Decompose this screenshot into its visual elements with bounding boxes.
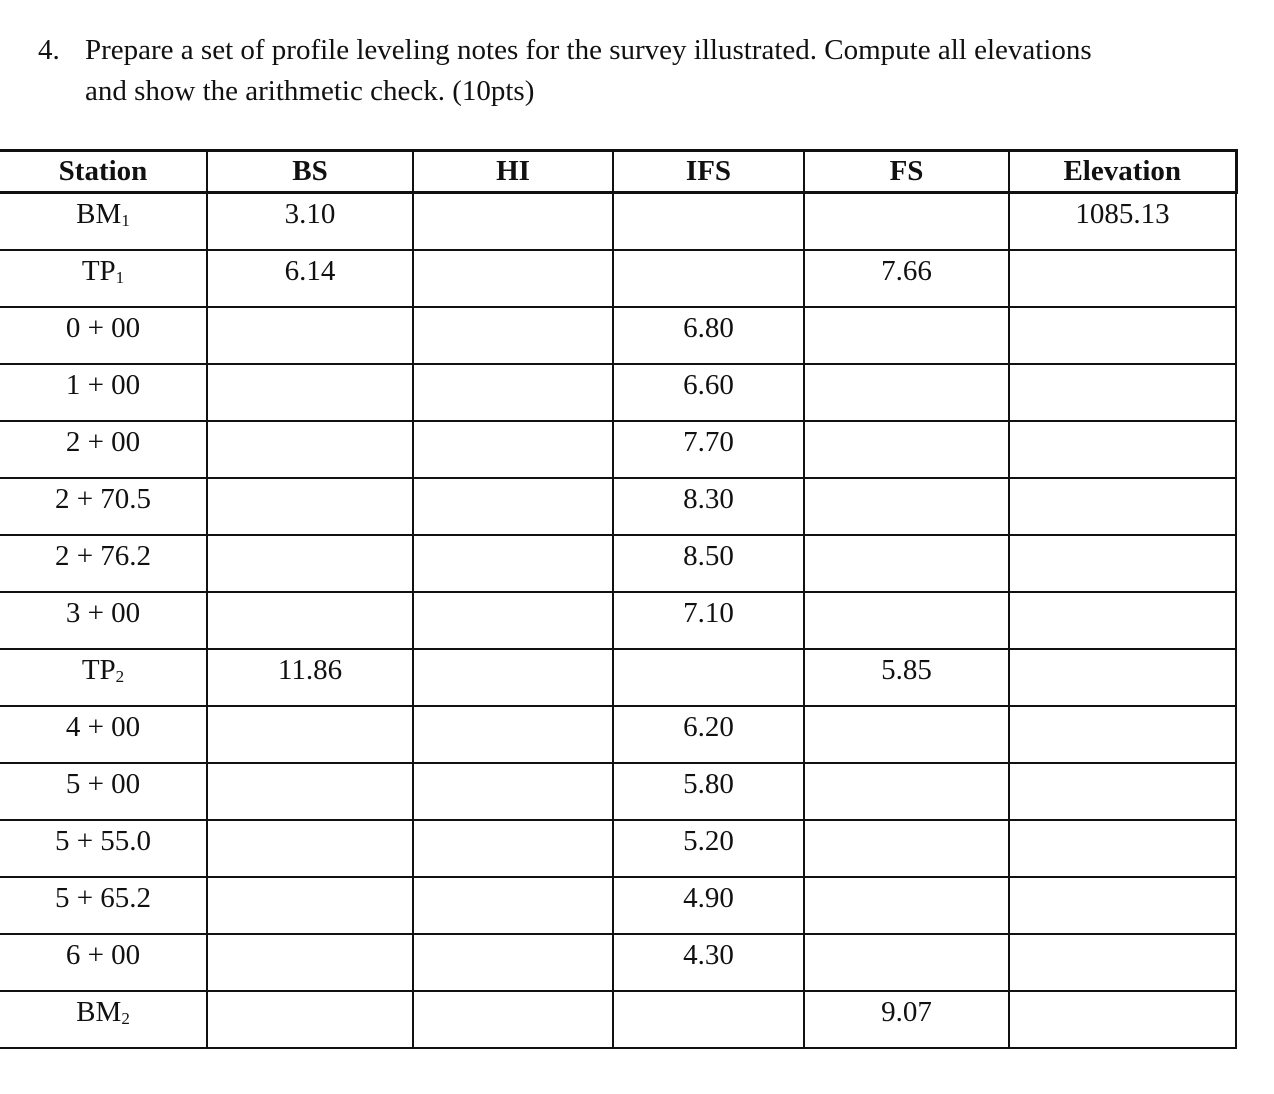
cell-station: [0, 763, 207, 820]
header-row: [0, 151, 1236, 193]
station-value: 5 + 00: [65, 767, 141, 800]
cell-fs: [804, 763, 1009, 820]
ifs-value: 5.20: [683, 824, 734, 857]
cell-ifs: [613, 193, 804, 250]
cell-ifs: [613, 991, 804, 1048]
table-row: [0, 478, 1236, 535]
question-text: [85, 30, 1255, 112]
ifs-value: 4.30: [683, 938, 734, 971]
bs-value: 3.10: [284, 198, 336, 230]
cell-station: [0, 649, 207, 706]
cell-hi: [413, 478, 613, 535]
table-row: [0, 193, 1236, 250]
table-row: [0, 706, 1236, 763]
cell-hi: [413, 535, 613, 592]
cell-elevation: [1009, 535, 1236, 592]
cell-station: [0, 421, 207, 478]
cell-ifs: [613, 535, 804, 592]
cell-bs: [207, 535, 413, 592]
cell-station: [0, 250, 207, 307]
cell-fs: [804, 877, 1009, 934]
question-number: 4.: [38, 34, 60, 66]
cell-bs: [207, 478, 413, 535]
station-value: 5 + 65.2: [54, 881, 152, 914]
cell-elevation: [1009, 592, 1236, 649]
station-subscript: 1: [121, 211, 130, 230]
cell-station: [0, 478, 207, 535]
station-value: 2 + 70.5: [54, 482, 152, 515]
cell-elevation: [1009, 934, 1236, 991]
cell-ifs: [613, 478, 804, 535]
header-bs: BS: [207, 151, 413, 193]
cell-ifs: [613, 307, 804, 364]
cell-hi: [413, 421, 613, 478]
table-row: [0, 877, 1236, 934]
cell-elevation: [1009, 250, 1236, 307]
ifs-value: 8.30: [683, 482, 734, 515]
cell-ifs: [613, 250, 804, 307]
cell-fs: [804, 193, 1009, 250]
cell-elevation: [1009, 307, 1236, 364]
header-ifs: IFS: [613, 151, 804, 193]
cell-bs: [207, 934, 413, 991]
cell-bs: [207, 877, 413, 934]
ifs-value: 6.60: [683, 368, 734, 401]
cell-fs: [804, 307, 1009, 364]
cell-station: [0, 193, 207, 250]
cell-fs: [804, 934, 1009, 991]
cell-station: [0, 364, 207, 421]
cell-fs: [804, 535, 1009, 592]
cell-bs: [207, 250, 413, 307]
ifs-value: 7.10: [683, 596, 734, 629]
cell-bs: [207, 307, 413, 364]
cell-ifs: [613, 421, 804, 478]
cell-bs: [207, 364, 413, 421]
station-value: 2 + 76.2: [54, 539, 152, 572]
ifs-value: 6.80: [683, 311, 734, 344]
cell-ifs: [613, 763, 804, 820]
cell-hi: [413, 193, 613, 250]
cell-elevation: [1009, 763, 1236, 820]
ifs-value: 8.50: [683, 539, 734, 572]
bs-value: 6.14: [284, 254, 336, 287]
table-row: [0, 934, 1236, 991]
station-value: 4 + 00: [65, 710, 141, 743]
station-value: TP: [81, 254, 116, 287]
table-row: [0, 421, 1236, 478]
leveling-notes-table: [0, 149, 1238, 1049]
station-subscript: 2: [121, 1008, 130, 1028]
cell-fs: [804, 478, 1009, 535]
table-row: [0, 364, 1236, 421]
cell-elevation: [1009, 877, 1236, 934]
station-value: 6 + 00: [65, 938, 141, 971]
header-elevation: Elevation: [1009, 151, 1236, 193]
table-row: [0, 820, 1236, 877]
fs-value: 5.85: [881, 653, 932, 686]
table-row: [0, 307, 1236, 364]
station-subscript: 1: [115, 267, 125, 287]
cell-station: [0, 934, 207, 991]
cell-fs: [804, 706, 1009, 763]
question-line-1: Prepare a set of profile leveling notes for the survey illustrated. Compute all elevations: [85, 34, 1092, 66]
cell-station: [0, 877, 207, 934]
cell-elevation: [1009, 193, 1236, 250]
cell-ifs: [613, 364, 804, 421]
cell-fs: [804, 250, 1009, 307]
header-fs: FS: [804, 151, 1009, 193]
cell-bs: [207, 763, 413, 820]
cell-ifs: [613, 706, 804, 763]
cell-ifs: [613, 649, 804, 706]
cell-bs: [207, 706, 413, 763]
cell-fs: [804, 421, 1009, 478]
table-row: [0, 250, 1236, 307]
cell-hi: [413, 364, 613, 421]
cell-fs: [804, 991, 1009, 1048]
station-value: 2 + 00: [65, 425, 141, 458]
cell-hi: [413, 307, 613, 364]
station-value: BM: [76, 198, 122, 230]
question-line-2: and show the arithmetic check. (10pts): [85, 75, 535, 107]
station-subscript: 2: [115, 666, 125, 686]
fs-value: 7.66: [881, 254, 932, 287]
header-hi: HI: [413, 151, 613, 193]
cell-fs: [804, 649, 1009, 706]
cell-hi: [413, 934, 613, 991]
bs-value: 11.86: [277, 653, 343, 686]
cell-ifs: [613, 934, 804, 991]
cell-station: [0, 820, 207, 877]
cell-elevation: [1009, 364, 1236, 421]
cell-fs: [804, 364, 1009, 421]
station-value: 0 + 00: [65, 311, 141, 344]
cell-elevation: [1009, 991, 1236, 1048]
cell-hi: [413, 250, 613, 307]
station-value: 3 + 00: [65, 596, 141, 629]
cell-elevation: [1009, 478, 1236, 535]
cell-hi: [413, 991, 613, 1048]
cell-bs: [207, 649, 413, 706]
cell-station: [0, 535, 207, 592]
ifs-value: 6.20: [683, 710, 734, 743]
cell-hi: [413, 820, 613, 877]
cell-elevation: [1009, 421, 1236, 478]
cell-bs: [207, 421, 413, 478]
cell-hi: [413, 706, 613, 763]
fs-value: 9.07: [881, 995, 932, 1028]
cell-station: [0, 706, 207, 763]
cell-elevation: [1009, 649, 1236, 706]
cell-hi: [413, 877, 613, 934]
table-row: [0, 535, 1236, 592]
station-value: BM: [76, 995, 122, 1028]
cell-station: [0, 592, 207, 649]
station-value: 1 + 00: [65, 368, 141, 401]
station-value: TP: [81, 653, 116, 686]
cell-fs: [804, 820, 1009, 877]
cell-elevation: [1009, 706, 1236, 763]
ifs-value: 5.80: [683, 767, 734, 800]
cell-bs: [207, 991, 413, 1048]
table-row: [0, 649, 1236, 706]
elevation-value: 1085.13: [1075, 198, 1170, 230]
cell-bs: [207, 820, 413, 877]
table-row: [0, 991, 1236, 1048]
cell-hi: [413, 592, 613, 649]
cell-elevation: [1009, 820, 1236, 877]
header-station: Station: [0, 151, 207, 193]
cell-fs: [804, 592, 1009, 649]
station-value: 5 + 55.0: [54, 824, 152, 857]
cell-ifs: [613, 820, 804, 877]
cell-ifs: [613, 592, 804, 649]
ifs-value: 4.90: [683, 881, 734, 914]
cell-hi: [413, 649, 613, 706]
cell-bs: [207, 193, 413, 250]
cell-bs: [207, 592, 413, 649]
table-row: [0, 592, 1236, 649]
table-row: [0, 763, 1236, 820]
cell-station: [0, 991, 207, 1048]
cell-hi: [413, 763, 613, 820]
cell-ifs: [613, 877, 804, 934]
ifs-value: 7.70: [683, 425, 734, 458]
cell-station: [0, 307, 207, 364]
